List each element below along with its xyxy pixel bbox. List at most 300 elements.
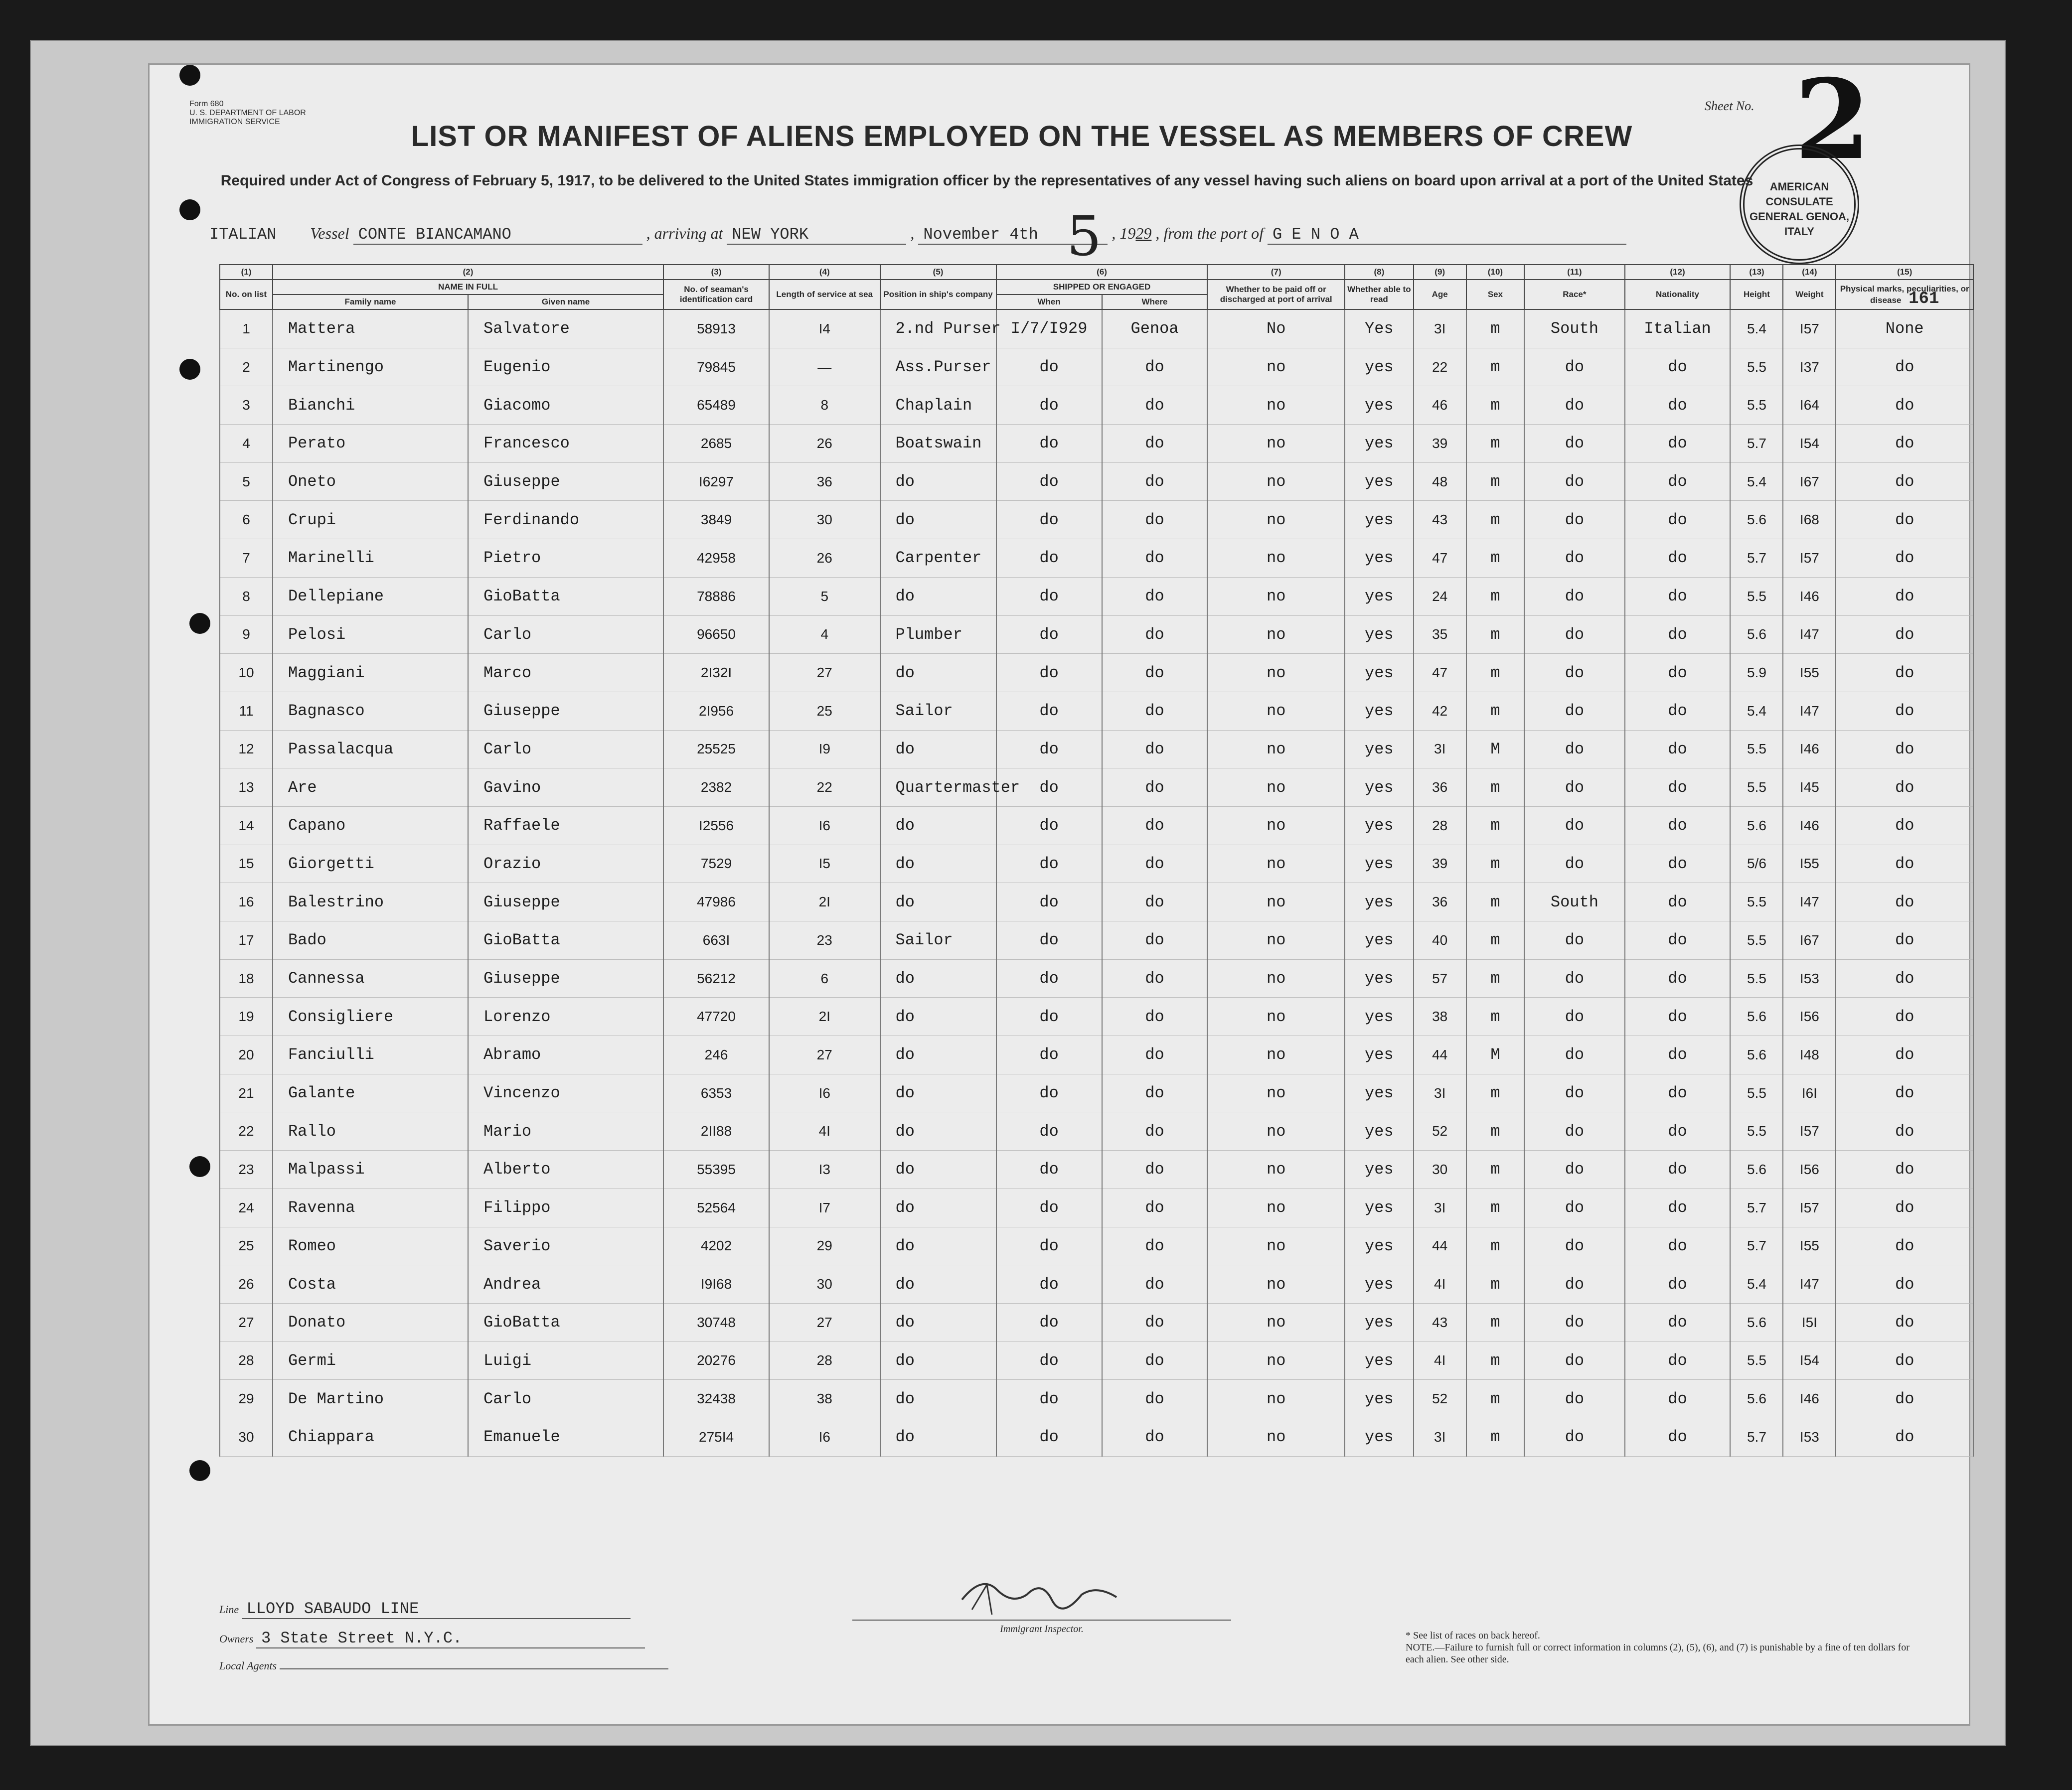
table-row	[220, 1074, 1973, 1112]
table-row	[220, 768, 1973, 807]
cell-paid-off: no	[1207, 806, 1345, 845]
table-row	[220, 1227, 1973, 1265]
cell-weight: I55	[1783, 654, 1836, 692]
cell-family-name: Cannessa	[273, 959, 468, 998]
table-row	[220, 883, 1973, 921]
cell-service-length: 26	[769, 425, 880, 463]
cell-physical-marks: do	[1836, 654, 1973, 692]
cell-given-name: Marco	[468, 654, 663, 692]
cell-race: do	[1524, 1151, 1624, 1189]
cell-row-number: 20	[220, 1036, 273, 1074]
cell-family-name: Marinelli	[273, 539, 468, 578]
cell-height: 5.7	[1730, 1227, 1783, 1265]
cell-row-number: 28	[220, 1342, 273, 1380]
cell-service-length: 6	[769, 959, 880, 998]
arriving-port: NEW YORK	[727, 225, 906, 245]
cell-nationality: do	[1625, 921, 1731, 960]
cell-nationality: Italian	[1625, 309, 1731, 348]
cell-race: do	[1524, 1227, 1624, 1265]
cell-given-name: Gavino	[468, 768, 663, 807]
cell-service-length: 30	[769, 501, 880, 539]
cell-race: do	[1524, 959, 1624, 998]
cell-family-name: Costa	[273, 1265, 468, 1304]
cell-row-number: 13	[220, 768, 273, 807]
cell-given-name: Abramo	[468, 1036, 663, 1074]
cell-able-to-read: yes	[1345, 1418, 1414, 1456]
cell-sex: m	[1466, 577, 1525, 615]
cell-weight: I56	[1783, 1151, 1836, 1189]
vessel-line: ITALIAN Vessel CONTE BIANCAMANO , arriving at NEW YORK , November 4th , 1929 , from the port of G E N O A	[209, 224, 1854, 245]
cell-id-card-number: 52564	[663, 1189, 769, 1227]
cell-service-length: 28	[769, 1342, 880, 1380]
cell-position: do	[880, 1036, 996, 1074]
cell-height: 5.5	[1730, 577, 1783, 615]
table-row	[220, 1342, 1973, 1380]
cell-paid-off: no	[1207, 730, 1345, 768]
cell-weight: I68	[1783, 501, 1836, 539]
cell-nationality: do	[1625, 1036, 1731, 1074]
cell-service-length: 23	[769, 921, 880, 960]
table-row	[220, 577, 1973, 615]
cell-nationality: do	[1625, 501, 1731, 539]
cell-weight: I6I	[1783, 1074, 1836, 1112]
cell-id-card-number: 32438	[663, 1380, 769, 1418]
cell-given-name: Eugenio	[468, 348, 663, 386]
cell-shipped-where: do	[1102, 348, 1208, 386]
cell-sex: m	[1466, 1418, 1525, 1456]
cell-service-length: 36	[769, 462, 880, 501]
cell-able-to-read: yes	[1345, 1303, 1414, 1342]
cell-able-to-read: yes	[1345, 654, 1414, 692]
cell-position: Sailor	[880, 921, 996, 960]
binder-hole	[189, 613, 210, 634]
cell-shipped-when: do	[996, 577, 1102, 615]
cell-row-number: 29	[220, 1380, 273, 1418]
cell-nationality: do	[1625, 577, 1731, 615]
cell-position: Sailor	[880, 692, 996, 730]
cell-id-card-number: 2II88	[663, 1112, 769, 1151]
cell-sex: m	[1466, 1380, 1525, 1418]
cell-age: 3I	[1414, 1189, 1466, 1227]
cell-nationality: do	[1625, 1189, 1731, 1227]
cell-paid-off: no	[1207, 1342, 1345, 1380]
cell-able-to-read: yes	[1345, 1151, 1414, 1189]
cell-height: 5.5	[1730, 1112, 1783, 1151]
cell-position: do	[880, 654, 996, 692]
cell-position: 2.nd Purser	[880, 309, 996, 348]
cell-weight: I47	[1783, 883, 1836, 921]
cell-id-card-number: 663I	[663, 921, 769, 960]
cell-position: do	[880, 1189, 996, 1227]
header-physical-marks	[1836, 280, 1973, 309]
cell-able-to-read: yes	[1345, 730, 1414, 768]
cell-given-name: Giuseppe	[468, 959, 663, 998]
cell-race: do	[1524, 921, 1624, 960]
cell-paid-off: no	[1207, 1151, 1345, 1189]
cell-shipped-when: do	[996, 1074, 1102, 1112]
cell-physical-marks: do	[1836, 1380, 1973, 1418]
table-row	[220, 1265, 1973, 1304]
handwritten-day: 5	[1067, 204, 1102, 268]
cell-position: do	[880, 1112, 996, 1151]
cell-age: 4I	[1414, 1342, 1466, 1380]
cell-age: 43	[1414, 1303, 1466, 1342]
cell-age: 47	[1414, 539, 1466, 578]
cell-id-card-number: 7529	[663, 845, 769, 883]
cell-given-name: Lorenzo	[468, 998, 663, 1036]
cell-physical-marks: do	[1836, 1036, 1973, 1074]
cell-nationality: do	[1625, 768, 1731, 807]
cell-height: 5.4	[1730, 692, 1783, 730]
table-row	[220, 539, 1973, 578]
cell-sex: m	[1466, 768, 1525, 807]
cell-shipped-where: do	[1102, 845, 1208, 883]
cell-shipped-where: do	[1102, 883, 1208, 921]
cell-race: do	[1524, 998, 1624, 1036]
local-agents-label: Local Agents	[219, 1659, 277, 1672]
cell-sex: m	[1466, 654, 1525, 692]
cell-physical-marks: do	[1836, 730, 1973, 768]
cell-family-name: Donato	[273, 1303, 468, 1342]
sheet-number: 2	[1794, 55, 1871, 184]
cell-row-number: 23	[220, 1151, 273, 1189]
cell-shipped-when: I/7/I929	[996, 309, 1102, 348]
header-age: Age	[1414, 280, 1466, 309]
cell-position: do	[880, 1074, 996, 1112]
cell-service-length: I9	[769, 730, 880, 768]
cell-shipped-where: do	[1102, 1112, 1208, 1151]
cell-nationality: do	[1625, 386, 1731, 425]
cell-nationality: do	[1625, 692, 1731, 730]
cell-family-name: Galante	[273, 1074, 468, 1112]
cell-id-card-number: 4202	[663, 1227, 769, 1265]
cell-given-name: Luigi	[468, 1342, 663, 1380]
cell-paid-off: no	[1207, 425, 1345, 463]
cell-service-length: I7	[769, 1189, 880, 1227]
cell-shipped-when: do	[996, 921, 1102, 960]
cell-row-number: 4	[220, 425, 273, 463]
cell-shipped-where: Genoa	[1102, 309, 1208, 348]
owners-label: Owners	[219, 1633, 254, 1645]
crew-manifest-table	[219, 264, 1974, 1457]
col-num: (6)	[996, 265, 1208, 280]
cell-shipped-where: do	[1102, 921, 1208, 960]
cell-height: 5.6	[1730, 1303, 1783, 1342]
cell-nationality: do	[1625, 1380, 1731, 1418]
cell-race: do	[1524, 615, 1624, 654]
col-num: (4)	[769, 265, 880, 280]
cell-age: 42	[1414, 692, 1466, 730]
cell-row-number: 18	[220, 959, 273, 998]
cell-position: do	[880, 1227, 996, 1265]
cell-height: 5.7	[1730, 1189, 1783, 1227]
cell-paid-off: no	[1207, 1227, 1345, 1265]
cell-row-number: 30	[220, 1418, 273, 1456]
cell-given-name: Salvatore	[468, 309, 663, 348]
arrival-day: 4th	[1009, 225, 1038, 244]
cell-physical-marks: do	[1836, 959, 1973, 998]
cell-family-name: Romeo	[273, 1227, 468, 1265]
cell-age: 38	[1414, 998, 1466, 1036]
header-given-name: Given name	[468, 295, 663, 309]
cell-race: do	[1524, 1303, 1624, 1342]
cell-service-length: 27	[769, 654, 880, 692]
cell-shipped-when: do	[996, 1151, 1102, 1189]
cell-shipped-where: do	[1102, 425, 1208, 463]
cell-paid-off: no	[1207, 1303, 1345, 1342]
cell-family-name: Germi	[273, 1342, 468, 1380]
cell-age: 3I	[1414, 309, 1466, 348]
cell-able-to-read: yes	[1345, 959, 1414, 998]
cell-race: do	[1524, 1074, 1624, 1112]
cell-family-name: Dellepiane	[273, 577, 468, 615]
cell-able-to-read: yes	[1345, 425, 1414, 463]
cell-weight: I46	[1783, 730, 1836, 768]
col-num: (7)	[1207, 265, 1345, 280]
cell-shipped-when: do	[996, 386, 1102, 425]
cell-shipped-when: do	[996, 615, 1102, 654]
cell-id-card-number: 2I956	[663, 692, 769, 730]
cell-nationality: do	[1625, 730, 1731, 768]
cell-weight: I57	[1783, 309, 1836, 348]
cell-paid-off: no	[1207, 959, 1345, 998]
header-height: Height	[1730, 280, 1783, 309]
cell-id-card-number: 30748	[663, 1303, 769, 1342]
cell-given-name: Francesco	[468, 425, 663, 463]
table-row	[220, 1189, 1973, 1227]
cell-shipped-when: do	[996, 1112, 1102, 1151]
cell-physical-marks: do	[1836, 768, 1973, 807]
cell-shipped-where: do	[1102, 462, 1208, 501]
cell-able-to-read: yes	[1345, 883, 1414, 921]
cell-nationality: do	[1625, 425, 1731, 463]
cell-height: 5.7	[1730, 1418, 1783, 1456]
cell-age: 3I	[1414, 1074, 1466, 1112]
cell-sex: m	[1466, 1112, 1525, 1151]
cell-physical-marks: do	[1836, 845, 1973, 883]
cell-shipped-when: do	[996, 425, 1102, 463]
cell-weight: I67	[1783, 921, 1836, 960]
cell-family-name: Mattera	[273, 309, 468, 348]
cell-physical-marks: do	[1836, 462, 1973, 501]
cell-id-card-number: 58913	[663, 309, 769, 348]
sheet-label: Sheet No.	[1705, 99, 1754, 113]
cell-given-name: Carlo	[468, 730, 663, 768]
cell-id-card-number: 65489	[663, 386, 769, 425]
cell-paid-off: no	[1207, 1380, 1345, 1418]
table-row	[220, 309, 1973, 348]
cell-height: 5.9	[1730, 654, 1783, 692]
cell-age: 47	[1414, 654, 1466, 692]
cell-shipped-when: do	[996, 1227, 1102, 1265]
cell-family-name: Malpassi	[273, 1151, 468, 1189]
cell-able-to-read: yes	[1345, 921, 1414, 960]
cell-shipped-when: do	[996, 845, 1102, 883]
cell-service-length: 27	[769, 1303, 880, 1342]
cell-nationality: do	[1625, 806, 1731, 845]
cell-nationality: do	[1625, 1074, 1731, 1112]
cell-weight: I48	[1783, 1036, 1836, 1074]
cell-position: do	[880, 1265, 996, 1304]
cell-paid-off: no	[1207, 577, 1345, 615]
cell-shipped-when: do	[996, 959, 1102, 998]
cell-shipped-where: do	[1102, 1303, 1208, 1342]
cell-race: do	[1524, 1418, 1624, 1456]
cell-height: 5.5	[1730, 348, 1783, 386]
cell-position: do	[880, 1342, 996, 1380]
cell-height: 5.5	[1730, 386, 1783, 425]
cell-sex: m	[1466, 921, 1525, 960]
cell-paid-off: no	[1207, 692, 1345, 730]
cell-nationality: do	[1625, 539, 1731, 578]
cell-given-name: GioBatta	[468, 921, 663, 960]
cell-service-length: I6	[769, 806, 880, 845]
cell-age: 52	[1414, 1380, 1466, 1418]
cell-row-number: 25	[220, 1227, 273, 1265]
cell-race: do	[1524, 348, 1624, 386]
cell-race: do	[1524, 425, 1624, 463]
cell-sex: m	[1466, 348, 1525, 386]
cell-service-length: I4	[769, 309, 880, 348]
cell-shipped-when: do	[996, 1303, 1102, 1342]
cell-family-name: Maggiani	[273, 654, 468, 692]
table-row	[220, 730, 1973, 768]
cell-row-number: 6	[220, 501, 273, 539]
cell-position: do	[880, 1380, 996, 1418]
cell-id-card-number: 55395	[663, 1151, 769, 1189]
cell-race: do	[1524, 1112, 1624, 1151]
cell-service-length: 5	[769, 577, 880, 615]
cell-physical-marks: do	[1836, 1189, 1973, 1227]
binder-hole	[179, 359, 200, 380]
cell-family-name: Oneto	[273, 462, 468, 501]
cell-position: Boatswain	[880, 425, 996, 463]
cell-weight: I55	[1783, 1227, 1836, 1265]
cell-height: 5.6	[1730, 1380, 1783, 1418]
cell-race: do	[1524, 539, 1624, 578]
cell-nationality: do	[1625, 883, 1731, 921]
table-row	[220, 1151, 1973, 1189]
cell-shipped-where: do	[1102, 386, 1208, 425]
cell-row-number: 19	[220, 998, 273, 1036]
cell-row-number: 24	[220, 1189, 273, 1227]
manifest-sheet	[150, 55, 1969, 1724]
cell-age: 24	[1414, 577, 1466, 615]
cell-service-length: 22	[769, 768, 880, 807]
cell-shipped-where: do	[1102, 501, 1208, 539]
cell-sex: m	[1466, 501, 1525, 539]
cell-nationality: do	[1625, 1265, 1731, 1304]
cell-height: 5.5	[1730, 1074, 1783, 1112]
cell-id-card-number: I6297	[663, 462, 769, 501]
cell-service-length: I6	[769, 1074, 880, 1112]
cell-age: 3I	[1414, 730, 1466, 768]
cell-row-number: 10	[220, 654, 273, 692]
cell-row-number: 16	[220, 883, 273, 921]
cell-paid-off: no	[1207, 501, 1345, 539]
col-num: (1)	[220, 265, 273, 280]
cell-age: 44	[1414, 1227, 1466, 1265]
cell-physical-marks: do	[1836, 921, 1973, 960]
line-value: LLOYD SABAUDO LINE	[242, 1600, 631, 1619]
inspector-label: Immigrant Inspector.	[1000, 1624, 1084, 1635]
cell-able-to-read: yes	[1345, 1227, 1414, 1265]
cell-physical-marks: do	[1836, 1265, 1973, 1304]
cell-id-card-number: 56212	[663, 959, 769, 998]
cell-able-to-read: yes	[1345, 1265, 1414, 1304]
cell-shipped-when: do	[996, 1380, 1102, 1418]
cell-id-card-number: 42958	[663, 539, 769, 578]
cell-shipped-when: do	[996, 1418, 1102, 1456]
cell-shipped-when: do	[996, 730, 1102, 768]
binder-hole	[179, 65, 200, 86]
cell-row-number: 3	[220, 386, 273, 425]
cell-race: do	[1524, 577, 1624, 615]
cell-age: 28	[1414, 806, 1466, 845]
cell-row-number: 11	[220, 692, 273, 730]
table-row	[220, 959, 1973, 998]
col-num: (3)	[663, 265, 769, 280]
table-row	[220, 654, 1973, 692]
cell-height: 5.5	[1730, 921, 1783, 960]
cell-service-length: 25	[769, 692, 880, 730]
cell-id-card-number: 78886	[663, 577, 769, 615]
cell-age: 43	[1414, 501, 1466, 539]
cell-family-name: Consigliere	[273, 998, 468, 1036]
cell-race: South	[1524, 883, 1624, 921]
cell-shipped-where: do	[1102, 998, 1208, 1036]
cell-paid-off: no	[1207, 921, 1345, 960]
header-able-read: Whether able to read	[1345, 280, 1414, 309]
header-id-card: No. of seaman's identification card	[663, 280, 769, 309]
cell-id-card-number: 47720	[663, 998, 769, 1036]
cell-weight: I37	[1783, 348, 1836, 386]
cell-row-number: 12	[220, 730, 273, 768]
cell-id-card-number: 275I4	[663, 1418, 769, 1456]
cell-service-length: I6	[769, 1418, 880, 1456]
cell-position: do	[880, 501, 996, 539]
cell-position: do	[880, 806, 996, 845]
physical-marks-label: Physical marks, peculiarities, or disease	[1840, 284, 1969, 305]
cell-row-number: 26	[220, 1265, 273, 1304]
cell-able-to-read: yes	[1345, 998, 1414, 1036]
owners-value: 3 State Street N.Y.C.	[256, 1629, 645, 1648]
cell-physical-marks: do	[1836, 577, 1973, 615]
cell-height: 5.5	[1730, 883, 1783, 921]
cell-shipped-where: do	[1102, 1189, 1208, 1227]
cell-paid-off: No	[1207, 309, 1345, 348]
cell-paid-off: no	[1207, 883, 1345, 921]
cell-position: do	[880, 462, 996, 501]
header-paid-off: Whether to be paid off or discharged at port of arrival	[1207, 280, 1345, 309]
cell-shipped-where: do	[1102, 1380, 1208, 1418]
nationality: ITALIAN	[209, 225, 277, 244]
cell-sex: m	[1466, 615, 1525, 654]
cell-family-name: De Martino	[273, 1380, 468, 1418]
cell-nationality: do	[1625, 1342, 1731, 1380]
cell-row-number: 5	[220, 462, 273, 501]
cell-family-name: Perato	[273, 425, 468, 463]
cell-given-name: Alberto	[468, 1151, 663, 1189]
col-num: (5)	[880, 265, 996, 280]
cell-row-number: 14	[220, 806, 273, 845]
cell-sex: m	[1466, 1189, 1525, 1227]
cell-weight: I46	[1783, 577, 1836, 615]
col-num: (10)	[1466, 265, 1525, 280]
cell-height: 5.7	[1730, 539, 1783, 578]
cell-able-to-read: yes	[1345, 768, 1414, 807]
cell-height: 5.5	[1730, 959, 1783, 998]
